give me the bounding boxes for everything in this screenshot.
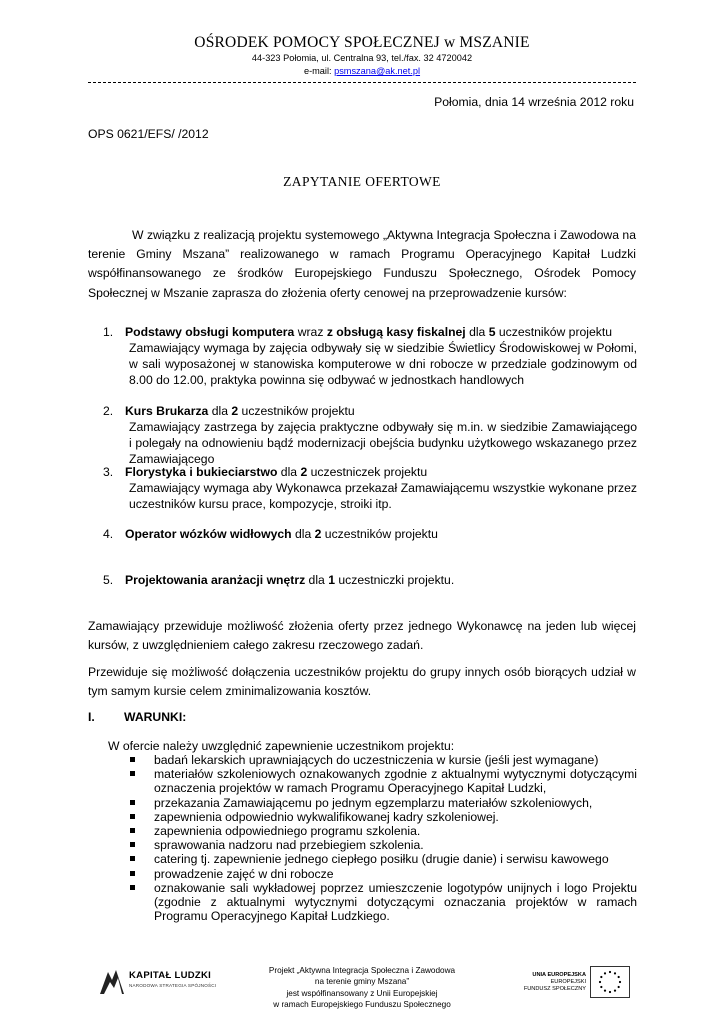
conditions-intro: W ofercie należy uwzględnić zapewnienie uczestnikom projektu: bbox=[108, 739, 455, 753]
intro-paragraph: W związku z realizacją projektu systemowego „Aktywna Integracja Społeczna i Zawodowa na terenie Gminy Mszana” realizowanego w ramach Programu Operacyjnego Kapitał Ludzki współfinansowanego ze środków Europejskiego Funduszu Społecznego, Ośrodek Pomocy Społecznej w Mszanie zaprasza do złożenia oferty cenowej na przeprowadzenie kursów: bbox=[88, 228, 636, 300]
list-item: catering tj. zapewnienie jednego ciepłego posiłku (drugie danie) i serwisu kawowego bbox=[126, 852, 637, 866]
conditions-list bbox=[126, 753, 637, 923]
eu-star bbox=[599, 981, 601, 983]
list-item: materiałów szkoleniowych oznakowanych zgodnie z aktualnymi wytycznymi dotyczącymi oznaczenia projektów w ramach Programu Operacyjnego Kapitał Ludzki, bbox=[126, 767, 637, 795]
eu-flag-icon bbox=[590, 966, 630, 998]
multi-offer-paragraph: Zamawiający przewiduje możliwość złożenia oferty przez jednego Wykonawcę na jeden lub więcej kursów, z uwzględnieniem całego zakresu rzeczowego zadań. bbox=[88, 619, 636, 653]
course-item-1 bbox=[103, 324, 637, 388]
list-item: oznakowanie sali wykładowej poprzez umieszczenie logotypów unijnych i logo Projektu (zgodnie z aktualnymi wytycznymi dotyczącymi oznaczania projektów w ramach Programu Operacyjnego Kapitał Ludzkiego. bbox=[126, 881, 637, 924]
course-description: Zamawiający zastrzega by zajęcia praktyczne odbywały się m.in. w siedzibie Zamawiającego i polegały na odnowieniu bądź modernizacji obejścia budynku użytkowego wskazanego przez Zamawiającego bbox=[129, 420, 637, 466]
list-item: zapewnienia odpowiednio wykwalifikowanej kadry szkoleniowej. bbox=[126, 810, 637, 824]
institution-address: 44-323 Połomia, ul. Centralna 93, tel./fax. 32 4720042 bbox=[251, 53, 473, 63]
course-heading: 4. Operator wózków widłowych dla 2 uczestników projektu bbox=[103, 527, 438, 541]
eu-star bbox=[618, 976, 620, 978]
header-divider bbox=[88, 82, 636, 84]
eu-star bbox=[609, 971, 611, 973]
eu-star bbox=[609, 991, 611, 993]
list-item: badań lekarskich uprawniających do uczestniczenia w kursie (jeśli jest wymagane) bbox=[126, 753, 637, 767]
list-item: zapewnienia odpowiedniego programu szkolenia. bbox=[126, 824, 637, 838]
course-description: Zamawiający wymaga aby Wykonawca przekazał Zamawiającemu wszystkie wykonane przez uczestników kursu prace, kompozycje, stroiki itp. bbox=[129, 481, 637, 511]
eu-star bbox=[600, 976, 602, 978]
email-link[interactable]: psmszana@ak.net.pl bbox=[334, 66, 421, 76]
section-heading-conditions: I. WARUNKI: bbox=[88, 710, 187, 724]
join-group-paragraph: Przewiduje się możliwość dołączenia uczestników projektu do grupy innych osób biorących udział w tym samym kursie celem zminimalizowania kosztów. bbox=[88, 665, 636, 699]
eu-star bbox=[614, 990, 616, 992]
eu-star bbox=[604, 972, 606, 974]
course-heading: 1. Podstawy obsługi komputera wraz z obsługą kasy fiskalnej dla 5 uczestników projektu bbox=[103, 325, 613, 339]
list-item: przekazania Zamawiającemu po jednym egzemplarzu materiałów szkoleniowych, bbox=[126, 796, 637, 810]
institution-name: OŚRODEK POMOCY SPOŁECZNEJ w MSZANIE bbox=[194, 34, 530, 51]
reference-number: OPS 0621/EFS/ /2012 bbox=[88, 127, 209, 141]
institution-email-line bbox=[0, 66, 724, 76]
eu-label: UNIA EUROPEJSKA EUROPEJSKI FUNDUSZ SPOŁECZNY bbox=[523, 972, 586, 992]
eu-star bbox=[614, 972, 616, 974]
course-description: Zamawiający wymaga by zajęcia odbywały się w siedzibie Świetlicy Środowiskowej w Połomi, w sali wyposażonej w stanowiska komputerowe w dni robocze w przedziale godzinowym od 8.00 do 12.00, praktyka powinna się odbywać w jednostkach handlowych bbox=[129, 341, 637, 387]
course-item-2 bbox=[103, 403, 637, 467]
footer-project-note: Projekt „Aktywna Integracja Społeczna i Zawodowa na terenie gminy Mszana” jest współfinansowany z Unii Europejskiej w ramach Europejskiego Funduszu Społecznego bbox=[268, 966, 456, 1010]
document-title: ZAPYTANIE OFERTOWE bbox=[283, 174, 441, 189]
eu-star bbox=[618, 986, 620, 988]
kapital-ludzki-name: KAPITAŁ LUDZKI bbox=[129, 970, 212, 981]
list-item: prowadzenie zajęć w dni robocze bbox=[126, 867, 637, 881]
course-heading: 5. Projektowania aranżacji wnętrz dla 1 uczestniczki projektu. bbox=[103, 573, 455, 587]
course-item-3 bbox=[103, 464, 637, 512]
course-item-5 bbox=[103, 572, 637, 588]
document-date: Połomia, dnia 14 września 2012 roku bbox=[434, 95, 634, 109]
kapital-ludzki-subtitle: NARODOWA STRATEGIA SPÓJNOŚCI bbox=[129, 983, 217, 988]
eu-star bbox=[600, 986, 602, 988]
eu-star bbox=[604, 990, 606, 992]
course-item-4 bbox=[103, 526, 637, 542]
eu-star bbox=[619, 981, 621, 983]
course-heading: 3. Florystyka i bukieciarstwo dla 2 uczestniczek projektu bbox=[103, 465, 428, 479]
email-label: e-mail: bbox=[303, 66, 335, 76]
list-item: sprawowania nadzoru nad przebiegiem szkolenia. bbox=[126, 838, 637, 852]
course-heading: 2. Kurs Brukarza dla 2 uczestników projektu bbox=[103, 404, 355, 418]
